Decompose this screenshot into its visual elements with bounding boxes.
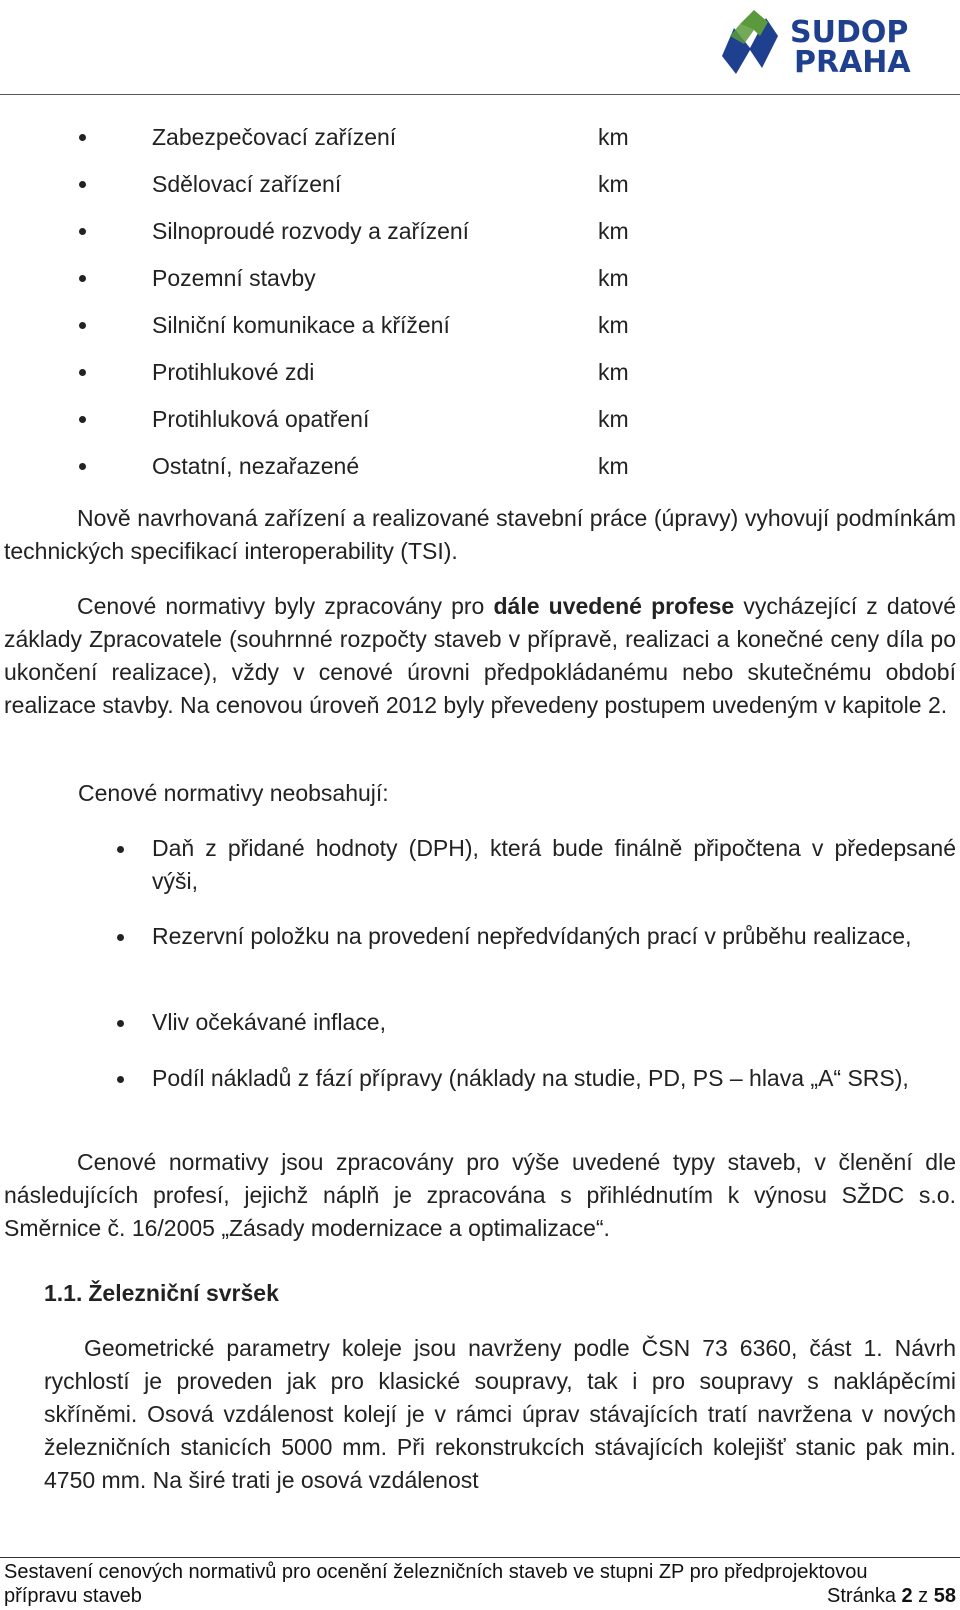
list-item bbox=[0, 403, 960, 435]
profession-unit: km bbox=[598, 312, 629, 338]
profession-unit: km bbox=[598, 171, 629, 197]
paragraph-clenenti bbox=[4, 1146, 956, 1245]
bullet-icon bbox=[79, 134, 86, 141]
profession-label: Pozemní stavby bbox=[152, 265, 316, 291]
bullet-icon bbox=[117, 934, 124, 941]
profession-label: Zabezpečovací zařízení bbox=[152, 124, 397, 150]
page-number: Stránka 2 z 58 bbox=[827, 1585, 956, 1607]
list-item bbox=[0, 262, 960, 294]
profession-label: Sdělovací zařízení bbox=[152, 171, 342, 197]
list-item bbox=[0, 450, 960, 482]
page-header bbox=[0, 0, 960, 96]
list-item bbox=[0, 168, 960, 200]
logo-text-line2: PRAHA bbox=[794, 45, 911, 78]
paragraph-text: Cenové normativy neobsahují: bbox=[78, 780, 389, 806]
paragraph-geometry bbox=[44, 1332, 956, 1497]
list-item-text: Daň z přidané hodnoty (DPH), která bude finálně připočtena v předepsané výši, bbox=[152, 835, 956, 894]
bullet-icon bbox=[117, 1076, 124, 1083]
bullet-icon bbox=[79, 369, 86, 376]
bullet-icon bbox=[79, 228, 86, 235]
company-logo bbox=[720, 6, 940, 83]
bullet-icon bbox=[79, 416, 86, 423]
section-number: 1.1. bbox=[44, 1280, 83, 1306]
list-item-text: Rezervní položku na provedení nepředvídaných prací v průběhu realizace, bbox=[152, 923, 912, 949]
profession-unit: km bbox=[598, 406, 629, 432]
header-divider bbox=[0, 94, 960, 95]
profession-label: Ostatní, nezařazené bbox=[152, 453, 360, 479]
list-item-text: Vliv očekávané inflace, bbox=[152, 1009, 386, 1035]
profession-unit: km bbox=[598, 359, 629, 385]
paragraph-cenove-normativy bbox=[4, 590, 956, 722]
logo-text-line1: SUDOP bbox=[790, 15, 909, 50]
page-footer bbox=[4, 1560, 956, 1608]
list-item bbox=[0, 356, 960, 388]
profession-unit: km bbox=[598, 218, 629, 244]
paragraph-emphasis: dále uvedené profese bbox=[493, 593, 735, 619]
section-title: Železniční svršek bbox=[88, 1280, 279, 1306]
bullet-icon bbox=[117, 846, 124, 853]
profession-label: Protihluková opatření bbox=[152, 406, 370, 432]
profession-unit: km bbox=[598, 265, 629, 291]
list-item bbox=[0, 121, 960, 153]
profession-unit: km bbox=[598, 124, 629, 150]
profession-label: Protihlukové zdi bbox=[152, 359, 315, 385]
footer-divider bbox=[0, 1557, 960, 1558]
paragraph-text: Nově navrhovaná zařízení a realizované stavební práce (úpravy) vyhovují podmínkám technických specifikací interoperability (TSI). bbox=[4, 505, 956, 564]
bullet-icon bbox=[79, 275, 86, 282]
list-item-text: Podíl nákladů z fází přípravy (náklady na studie, PD, PS – hlava „A“ SRS), bbox=[152, 1065, 909, 1091]
paragraph-text: Cenové normativy byly zpracovány pro bbox=[77, 593, 494, 619]
bullet-icon bbox=[79, 463, 86, 470]
paragraph-text: Cenové normativy jsou zpracovány pro výše uvedené typy staveb, v členění dle následujících profesí, jejichž náplň je zpracována s přihlédnutím k výnosu SŽDC s.o. Směrnice č. 16/2005 „Zásady modernizace a optimalizace“. bbox=[4, 1149, 956, 1241]
list-item bbox=[0, 215, 960, 247]
bullet-icon bbox=[79, 181, 86, 188]
section-heading bbox=[44, 1277, 285, 1310]
paragraph-text: Geometrické parametry koleje jsou navrženy podle ČSN 73 6360, část 1. Návrh rychlostí je proveden jak pro klasické soupravy, tak i pro soupravy s naklápěcími skříněmi. Osová vzdálenost kolejí je v rámci úprav stávajících tratí navržena v nových železničních stanicích 5000 mm. Při rekonstrukcích stávajících kolejišť stanic pak min. 4750 mm. Na širé trati je osová vzdálenost bbox=[44, 1335, 956, 1493]
paragraph-text: vycházející z datové základy Zpracovatele (souhrnné rozpočty staveb v přípravě, realizaci a konečné ceny díla po ukončení realizace), vždy v cenové úrovni předpokládanému nebo skutečnému období realizace stavby. Na cenovou úroveň 2012 byly převedeny postupem uvedeným v kapitole 2. bbox=[4, 593, 956, 718]
profession-label: Silniční komunikace a křížení bbox=[152, 312, 450, 338]
page-current: 2 bbox=[901, 1585, 913, 1607]
page-total: 58 bbox=[933, 1585, 956, 1607]
bullet-icon bbox=[117, 1020, 124, 1027]
footer-title: Sestavení cenových normativů pro ocenění železničních staveb ve stupni ZP pro předprojektovou přípravu staveb bbox=[4, 1561, 868, 1607]
bullet-icon bbox=[79, 322, 86, 329]
profession-label: Silnoproudé rozvody a zařízení bbox=[152, 218, 470, 244]
paragraph-tsi bbox=[4, 502, 956, 568]
list-item bbox=[0, 309, 960, 341]
exclusions-intro bbox=[78, 777, 956, 810]
profession-unit: km bbox=[598, 453, 629, 479]
